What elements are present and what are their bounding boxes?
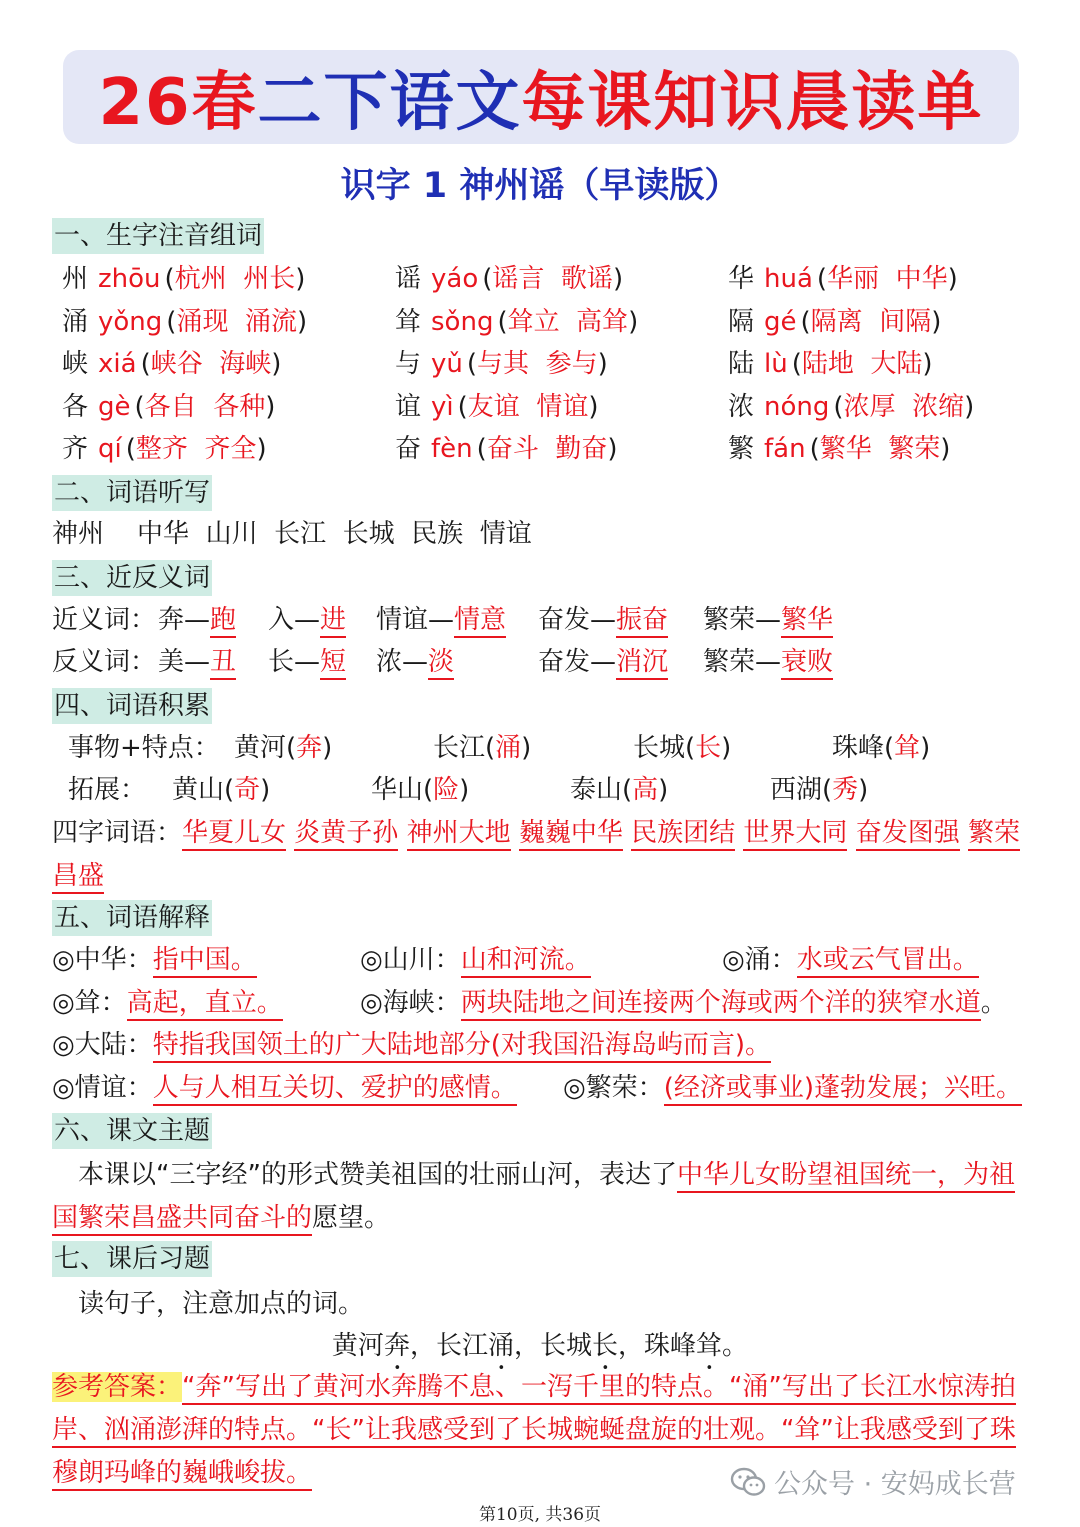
char-entry xyxy=(395,262,623,296)
definition-item xyxy=(360,986,1007,1020)
char: 州 xyxy=(62,264,89,294)
char: 峡 xyxy=(62,349,89,379)
synonym-label: 近义词： xyxy=(52,605,157,635)
definition-item xyxy=(52,1028,771,1062)
four-char-word: 繁荣昌盛 xyxy=(52,818,1020,894)
feature-item xyxy=(570,773,668,807)
feature-thing: 长城( xyxy=(633,733,696,763)
feature-item xyxy=(433,731,531,765)
title-part3: 每课知识晨读单 xyxy=(521,66,984,140)
paren-open: ( xyxy=(791,349,802,379)
definition-text: 两块陆地之间连接两个海或两个洋的狭窄水道 xyxy=(461,988,981,1021)
exercise-question: 读句子，注意加点的词。 xyxy=(78,1289,365,1319)
word-group: 谣言 歌谣 xyxy=(492,264,613,294)
pinyin: fán xyxy=(764,434,806,464)
word-base: 美— xyxy=(158,647,211,677)
definition-text: 人与人相互关切、爱护的感情。 xyxy=(153,1073,517,1106)
char-entry xyxy=(62,347,281,381)
char: 华 xyxy=(728,264,755,294)
word-base: 长— xyxy=(268,647,321,677)
sentence-part: 黄河 xyxy=(331,1331,384,1361)
four-char-word: 奋发图强 xyxy=(856,818,960,851)
feature-thing: 泰山( xyxy=(570,775,633,805)
section-heading-6: 六、课文主题 xyxy=(52,1113,212,1149)
word-answer: 跑 xyxy=(210,605,236,638)
word-group: 繁华 繁荣 xyxy=(819,434,941,464)
char-entry xyxy=(395,347,608,381)
definition-item xyxy=(52,986,283,1020)
paren-open: ( xyxy=(164,264,175,294)
feature-trait: 高 xyxy=(632,775,659,805)
char-entry xyxy=(62,390,275,424)
word-answer: 丑 xyxy=(210,647,236,680)
section-heading-5: 五、词语解释 xyxy=(52,900,212,936)
definition-item xyxy=(52,943,257,977)
word-base: 繁荣— xyxy=(703,647,782,677)
four-char-word: 神州大地 xyxy=(407,818,511,851)
dictation-words: 神州 中华 山川 长江 长城 民族 情谊 xyxy=(52,519,532,549)
definition-term: ◎大陆： xyxy=(52,1030,153,1060)
theme-end: 愿望。 xyxy=(312,1203,391,1233)
answer-label: 参考答案： xyxy=(52,1372,183,1402)
theme-paragraph xyxy=(52,1154,1030,1240)
char: 涌 xyxy=(62,307,89,337)
title-part1: 26春 xyxy=(98,66,258,140)
feature-label: 事物+特点： xyxy=(68,733,220,763)
feature-close: ) xyxy=(920,733,931,763)
feature-thing: 西湖( xyxy=(770,775,833,805)
section-heading-1: 一、生字注音组词 xyxy=(52,218,264,254)
definition-text: 特指我国领土的广大陆地部分(对我国沿海岛屿而言)。 xyxy=(153,1030,771,1063)
word-answer: 淡 xyxy=(428,647,454,680)
word-group: 各自 各种 xyxy=(144,392,266,422)
char-entry xyxy=(728,390,974,424)
dotted-word: 长 xyxy=(592,1331,619,1361)
word-pair xyxy=(158,603,236,637)
paren-open: ( xyxy=(476,434,487,464)
char-entry xyxy=(395,390,598,424)
antonym-label: 反义词： xyxy=(52,647,157,677)
paren-open: ( xyxy=(816,264,828,294)
four-char-word: 民族团结 xyxy=(631,818,735,851)
lesson-subtitle: 识字 1 神州谣（早读版） xyxy=(340,166,740,206)
definition-end: 。 xyxy=(980,988,1007,1018)
watermark xyxy=(730,1462,1016,1501)
char-entry xyxy=(395,305,638,339)
char: 耸 xyxy=(395,307,422,337)
feature-item xyxy=(770,773,868,807)
feature-trait: 奔 xyxy=(296,733,323,763)
pinyin: yǔ xyxy=(431,349,463,379)
paren-open: ( xyxy=(800,307,811,337)
word-pair xyxy=(268,603,346,637)
word-answer: 进 xyxy=(320,605,346,638)
four-char-label: 四字词语： xyxy=(52,818,183,848)
feature-close: ) xyxy=(658,775,669,805)
extend-label: 拓展： xyxy=(68,775,147,805)
paren-open: ( xyxy=(466,349,478,379)
feature-thing: 长江( xyxy=(433,733,496,763)
word-answer: 振奋 xyxy=(616,605,668,638)
paren-close: ) xyxy=(947,264,958,294)
pinyin: gè xyxy=(98,392,131,422)
word-answer: 情意 xyxy=(454,605,506,638)
feature-trait: 险 xyxy=(433,775,460,805)
title-part2: 二下语文 xyxy=(257,66,522,140)
feature-trait: 耸 xyxy=(894,733,921,763)
section-heading-2: 二、词语听写 xyxy=(52,475,212,511)
paren-close: ) xyxy=(296,307,308,337)
paren-close: ) xyxy=(612,264,624,294)
pinyin: yì xyxy=(431,392,454,422)
char: 齐 xyxy=(62,434,89,464)
pinyin: huá xyxy=(764,264,813,294)
four-char-word: 炎黄子孙 xyxy=(294,818,398,851)
feature-item xyxy=(832,731,930,765)
definition-text: (经济或事业)蓬勃发展；兴旺。 xyxy=(664,1073,1022,1106)
wechat-icon xyxy=(730,1467,766,1497)
feature-close: ) xyxy=(260,775,271,805)
paren-open: ( xyxy=(125,434,136,464)
word-group: 峡谷 海峡 xyxy=(150,349,272,379)
definition-item xyxy=(52,1071,517,1105)
paren-open: ( xyxy=(457,392,468,422)
theme-answer: 中华儿女盼望祖国统一，为祖国繁荣昌盛共同奋斗的 xyxy=(52,1160,1015,1236)
pinyin: lù xyxy=(764,349,788,379)
answer-text: “奔”写出了黄河水奔腾不息、一泻千里的特点。“涌”写出了长江水惊涛拍岸、汹涌澎湃的特点。“长”让我感受到了长城蜿蜒盘旋的壮观。“耸”让我感受到了珠穆朗玛峰的巍峨峻拔。 xyxy=(52,1372,1016,1491)
word-group: 浓厚 浓缩 xyxy=(843,392,965,422)
pinyin: yáo xyxy=(431,264,479,294)
word-base: 入— xyxy=(268,605,321,635)
paren-close: ) xyxy=(265,392,276,422)
char-entry xyxy=(728,305,941,339)
word-pair xyxy=(703,645,833,679)
word-group: 奋斗 勤奋 xyxy=(486,434,608,464)
char-entry xyxy=(728,262,958,296)
word-answer: 衰败 xyxy=(781,647,833,680)
dotted-word: 奔 xyxy=(383,1331,410,1361)
word-base: 奔— xyxy=(158,605,211,635)
word-base: 情谊— xyxy=(376,605,455,635)
four-char-word: 华夏儿女 xyxy=(182,818,286,851)
feature-trait: 长 xyxy=(695,733,722,763)
dotted-word: 耸 xyxy=(696,1331,723,1361)
paren-open: ( xyxy=(833,392,844,422)
title-banner xyxy=(63,50,1019,144)
char: 谣 xyxy=(395,264,422,294)
feature-thing: 黄河( xyxy=(234,733,297,763)
sentence-part: ，长城 xyxy=(513,1331,592,1361)
word-base: 浓— xyxy=(376,647,429,677)
paren-close: ) xyxy=(607,434,618,464)
word-gap xyxy=(623,818,631,848)
pinyin: qí xyxy=(98,434,122,464)
paren-open: ( xyxy=(166,307,177,337)
definition-term: ◎海峡： xyxy=(360,988,461,1018)
definition-term: ◎山川： xyxy=(360,945,461,975)
paren-close: ) xyxy=(964,392,975,422)
definition-term: ◎情谊： xyxy=(52,1073,153,1103)
definition-item xyxy=(360,943,591,977)
char-entry xyxy=(728,432,950,466)
char: 各 xyxy=(62,392,89,422)
definition-term: ◎耸： xyxy=(52,988,127,1018)
word-pair xyxy=(268,645,346,679)
word-group: 整齐 齐全 xyxy=(135,434,257,464)
feature-item xyxy=(234,731,332,765)
feature-trait: 秀 xyxy=(832,775,859,805)
feature-trait: 涌 xyxy=(495,733,522,763)
char: 陆 xyxy=(728,349,755,379)
word-group: 耸立 高耸 xyxy=(507,307,629,337)
word-base: 繁荣— xyxy=(703,605,782,635)
feature-thing: 华山( xyxy=(371,775,434,805)
paren-close: ) xyxy=(597,349,608,379)
char: 隔 xyxy=(728,307,755,337)
paren-close: ) xyxy=(271,349,282,379)
paren-close: ) xyxy=(922,349,933,379)
feature-close: ) xyxy=(521,733,532,763)
word-base: 奋发— xyxy=(538,647,617,677)
word-group: 友谊 情谊 xyxy=(467,392,589,422)
paren-close: ) xyxy=(295,264,306,294)
definition-term: ◎中华： xyxy=(52,945,153,975)
word-pair xyxy=(158,645,236,679)
theme-text: 本课以“三字经”的形式赞美祖国的壮丽山河，表达了 xyxy=(78,1160,677,1190)
pinyin: sǒng xyxy=(431,307,494,337)
feature-close: ) xyxy=(322,733,333,763)
four-char-word: 巍巍中华 xyxy=(519,818,623,851)
definition-text: 水或云气冒出。 xyxy=(797,945,979,978)
word-answer: 消沉 xyxy=(616,647,668,680)
word-pair xyxy=(538,603,668,637)
word-pair xyxy=(376,645,454,679)
definition-text: 山和河流。 xyxy=(461,945,591,978)
pinyin: zhōu xyxy=(98,264,161,294)
word-gap xyxy=(960,818,968,848)
paren-open: ( xyxy=(497,307,508,337)
sentence-part: 。 xyxy=(722,1331,749,1361)
pinyin: nóng xyxy=(764,392,830,422)
char: 与 xyxy=(395,349,422,379)
word-pair xyxy=(538,645,668,679)
word-group: 与其 参与 xyxy=(477,349,598,379)
feature-close: ) xyxy=(858,775,869,805)
word-answer: 短 xyxy=(320,647,346,680)
four-char-words xyxy=(52,812,1030,898)
word-pair xyxy=(703,603,833,637)
feature-close: ) xyxy=(459,775,470,805)
char: 奋 xyxy=(395,434,422,464)
feature-item xyxy=(371,773,469,807)
definition-item xyxy=(722,943,979,977)
section-heading-4: 四、词语积累 xyxy=(52,688,212,724)
word-group: 涌现 涌流 xyxy=(176,307,297,337)
char-entry xyxy=(728,347,933,381)
definition-term: ◎涌： xyxy=(722,945,797,975)
word-base: 奋发— xyxy=(538,605,617,635)
pinyin: fèn xyxy=(431,434,473,464)
feature-item xyxy=(172,773,270,807)
word-group: 杭州 州长 xyxy=(174,264,296,294)
paren-open: ( xyxy=(809,434,820,464)
definition-text: 高起，直立。 xyxy=(127,988,283,1021)
feature-item xyxy=(633,731,731,765)
pinyin: yǒng xyxy=(98,307,163,337)
pinyin: gé xyxy=(764,307,797,337)
page-footer: 第10页, 共36页 xyxy=(478,1505,602,1525)
section-heading-3: 三、近反义词 xyxy=(52,560,212,596)
paren-close: ) xyxy=(628,307,639,337)
feature-thing: 珠峰( xyxy=(832,733,895,763)
feature-thing: 黄山( xyxy=(172,775,235,805)
four-char-list xyxy=(52,818,1020,894)
section-heading-7: 七、课后习题 xyxy=(52,1241,212,1277)
word-pair xyxy=(376,603,506,637)
paren-open: ( xyxy=(134,392,145,422)
word-gap xyxy=(511,818,519,848)
sentence-part: ，长江 xyxy=(409,1331,488,1361)
word-gap xyxy=(398,818,406,848)
four-char-word: 世界大同 xyxy=(743,818,847,851)
sentence-part: ，珠峰 xyxy=(618,1331,697,1361)
char-entry xyxy=(395,432,618,466)
watermark-text: 公众号 · 安妈成长营 xyxy=(774,1469,1016,1500)
word-group: 华丽 中华 xyxy=(827,264,948,294)
word-gap xyxy=(847,818,855,848)
char: 繁 xyxy=(728,434,755,464)
definition-term: ◎繁荣： xyxy=(563,1073,664,1103)
char-entry xyxy=(62,262,305,296)
word-group: 陆地 大陆 xyxy=(801,349,923,379)
paren-close: ) xyxy=(931,307,942,337)
char: 浓 xyxy=(728,392,755,422)
word-answer: 繁华 xyxy=(781,605,833,638)
char-entry xyxy=(62,432,267,466)
paren-open: ( xyxy=(140,349,151,379)
char-entry xyxy=(62,305,307,339)
definition-text: 指中国。 xyxy=(153,945,257,978)
definition-item xyxy=(563,1071,1022,1105)
word-group: 隔离 间隔 xyxy=(810,307,932,337)
paren-close: ) xyxy=(588,392,599,422)
char: 谊 xyxy=(395,392,422,422)
feature-trait: 奇 xyxy=(234,775,261,805)
paren-close: ) xyxy=(940,434,951,464)
feature-close: ) xyxy=(721,733,732,763)
paren-open: ( xyxy=(482,264,493,294)
dotted-word: 涌 xyxy=(487,1331,514,1361)
pinyin: xiá xyxy=(98,349,137,379)
paren-close: ) xyxy=(256,434,267,464)
